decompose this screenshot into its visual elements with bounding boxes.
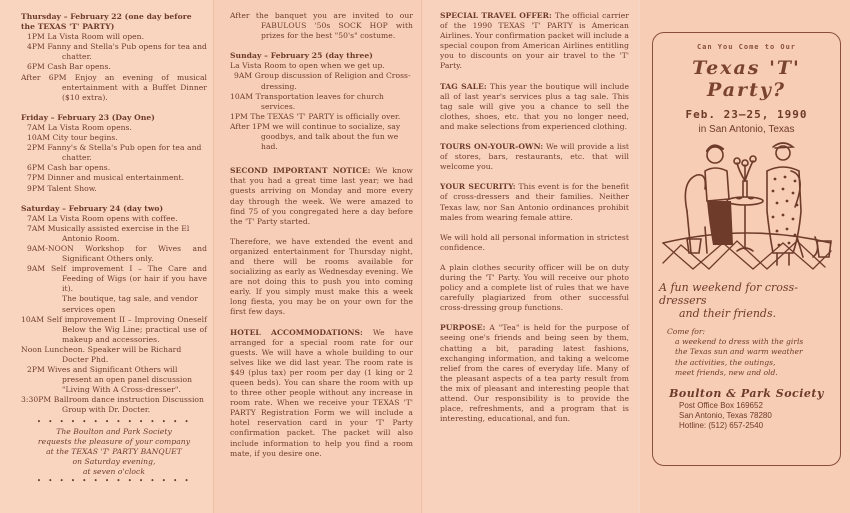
hotel-accommodations bbox=[230, 328, 413, 459]
privacy-text: We will hold all personal information in strictest confidence. bbox=[440, 232, 629, 252]
schedule-item: 10AM Self improvement II – Improving Oneself Below the Wig Line; practical use of makeup and accessories. bbox=[21, 314, 207, 344]
tours bbox=[440, 142, 629, 172]
banquet-line: at the TEXAS 'T' PARTY BANQUET bbox=[46, 446, 182, 456]
tagline-line-1: A fun weekend for cross-dressers bbox=[659, 281, 798, 307]
security-officer-text: A plain clothes security officer will be on duty during the 'T' Party. You will receive our photo policy and a complete list of rules that we have carefully plagiarized from other successful cross-dressing group functions. bbox=[440, 262, 629, 313]
schedule-item: 7AM Musically assisted exercise in the El Antonio Room. bbox=[27, 223, 190, 243]
saturday-heading: Saturday – February 24 (day two) bbox=[21, 203, 164, 213]
saturday-section bbox=[21, 204, 207, 416]
cover-question: Can You Come to Our bbox=[696, 43, 797, 51]
second-notice bbox=[230, 166, 413, 227]
panel-sunday-notices bbox=[213, 0, 421, 513]
panel-schedule-thu-sat bbox=[0, 0, 213, 513]
thursday-section bbox=[21, 12, 207, 103]
banquet-line: The Boulton and Park Society bbox=[56, 426, 172, 436]
tea-party-illustration bbox=[657, 141, 837, 273]
schedule-item: 1PM The TEXAS 'T' PARTY is officially over. bbox=[230, 111, 401, 121]
organization-name: Boulton & Park Society bbox=[669, 387, 824, 401]
address-line: San Antonio, Texas 78280 bbox=[679, 411, 772, 421]
schedule-item: 7PM Dinner and musical entertainment. bbox=[27, 173, 185, 183]
security bbox=[440, 182, 629, 222]
sunday-heading: Sunday – February 25 (day three) bbox=[230, 51, 373, 61]
banquet-line: at seven o'clock bbox=[82, 466, 146, 476]
organization-address bbox=[653, 401, 840, 432]
purpose bbox=[440, 323, 629, 424]
divider-dots: • • • • • • • • • • • • • • bbox=[36, 417, 192, 426]
come-for-item: meet friends, new and old. bbox=[675, 367, 778, 377]
schedule-item: 7AM La Vista Room opens. bbox=[27, 122, 132, 132]
schedule-item: 9PM Talent Show. bbox=[27, 183, 97, 193]
banquet-line: on Saturday evening, bbox=[72, 456, 156, 466]
schedule-item: 3:30PM Ballroom dance instruction Discussion Group with Dr. Docter. bbox=[21, 395, 204, 415]
come-for-label: Come for: bbox=[667, 327, 706, 336]
schedule-item: 4PM Fanny and Stella's Pub opens for tea and chatter. bbox=[27, 42, 207, 62]
tag-sale bbox=[440, 82, 629, 132]
notice-text: We know that you had a great time last year; we had guests arriving on Monday and more every day through the week. We were amazed to find 75 of you congregated here a day before the 'T' Party started. bbox=[230, 166, 413, 226]
sock-hop-text: After the banquet you are invited to our FABULOUS '50s SOCK HOP with prizes for the best "50's" costume. bbox=[230, 11, 413, 41]
travel-label: SPECIAL TRAVEL OFFER: bbox=[440, 11, 552, 20]
travel-offer bbox=[440, 11, 629, 72]
come-for-item: a weekend to dress with the girls bbox=[675, 337, 804, 347]
schedule-item: 6PM Cash Bar opens. bbox=[27, 62, 111, 72]
schedule-item: 7AM La Vista Room opens with coffee. bbox=[27, 213, 178, 223]
thursday-heading: Thursday – February 22 (one day before the TEXAS 'T' PARTY) bbox=[21, 12, 192, 32]
divider-dots: • • • • • • • • • • • • • • bbox=[36, 477, 192, 486]
hotline: Hotline: (512) 657-2540 bbox=[679, 421, 764, 431]
notice-label: SECOND IMPORTANT NOTICE: bbox=[230, 166, 371, 176]
schedule-item: After 6PM Enjoy an evening of musical entertainment with a Buffet Dinner ($10 extra). bbox=[21, 72, 207, 102]
security-text: This event is for the benefit of cross-dressers and their families. Neither Texas law, nor San Antonio ordinances prohibit males from wearing female attire. bbox=[440, 182, 629, 222]
schedule-item: 2PM Wives and Significant Others will present an open panel discussion "Living With A Cross-dresser". bbox=[27, 365, 193, 395]
schedule-item: 6PM Cash bar opens. bbox=[27, 163, 111, 173]
schedule-item: After 1PM we will continue to socialize, say goodbys, and talk about the fun we had. bbox=[230, 121, 401, 152]
schedule-item: 10AM Transportation leaves for church services. bbox=[230, 91, 384, 111]
panel-info bbox=[421, 0, 639, 513]
banquet-line: requests the pleasure of your company bbox=[37, 436, 191, 446]
tagline-line-2: and their friends. bbox=[679, 307, 777, 320]
schedule-item: 2PM Fanny's & Stella's Pub open for tea and chatter. bbox=[27, 143, 202, 163]
purpose-text: A "Tea" is held for the purpose of seeing one's friends and being seen by them, chatting a bit, parading latest fashions, exchanging information, and taking a welcome relief from the cares of everyday life. Many of the pleasant aspects of a tea party result from the mix of pleasant and interesting people that attend. Our responsibility is to provide the place, refreshments, and a program that is interesting, educational, and fun. bbox=[440, 323, 629, 424]
come-for-item: the activities, the outings, bbox=[675, 357, 776, 367]
security-label: YOUR SECURITY: bbox=[440, 182, 516, 192]
tag-sale-label: TAG SALE: bbox=[440, 81, 487, 91]
schedule-item: Noon Luncheon. Speaker will be Richard Docter Phd. bbox=[21, 344, 182, 364]
schedule-item: 9AM Group discussion of Religion and Cross-dressing. bbox=[234, 71, 411, 91]
hotel-label: HOTEL ACCOMMODATIONS: bbox=[230, 327, 363, 337]
extended-event-text: Therefore, we have extended the event and organized entertainment for Thursday night, and there will be rooms available for socializing as early as Wednesday evening. We are not doing this to push you into coming early. If you simply must make this a week long fiesta, you may be on your own for the first few days. bbox=[230, 236, 413, 317]
hotel-text: We have arranged for a special room rate for our guests. We will have a whole building to our selves like we did last year. The room rate is $49 (plus tax) per room per day (1 king or 2 queen beds). You can share the room with up to three other people without any increase in room rate. When we receive your TEXAS 'T' PARTY Registration Form we will include a hotel reservation card in your 'T' Party confirmation packet. The packet will also include information to help you find a room mate, if you desire one. bbox=[230, 327, 413, 458]
address-line: Post Office Box 169652 bbox=[679, 401, 763, 411]
sunday-section bbox=[230, 51, 413, 152]
cover-frame bbox=[652, 32, 841, 466]
come-for-list bbox=[653, 327, 840, 378]
tours-text: We will provide a list of stores, bars, restaurants, etc. that will welcome you. bbox=[440, 142, 629, 172]
tag-sale-text: This year the boutique will include all of last year's services plus a tag sale. This tag sale will give you a chance to sell the clothes, shoes, etc. that you no longer need, and make selections from experienced clothing. bbox=[440, 81, 630, 131]
friday-heading: Friday – February 23 (Day One) bbox=[21, 112, 155, 122]
schedule-item: 10AM City tour begins. bbox=[27, 133, 118, 143]
schedule-item: The boutique, tag sale, and vendor services open bbox=[62, 294, 198, 314]
panel-cover bbox=[639, 0, 850, 513]
schedule-item: 1PM La Vista Room will open. bbox=[27, 32, 145, 42]
schedule-item: 9AM Self improvement I – The Care and Feeding of Wigs (or hair if you have it). bbox=[27, 264, 207, 294]
tours-label: TOURS ON-YOUR-OWN: bbox=[440, 142, 544, 152]
travel-text: The official carrier of the 1990 TEXAS 'T' PARTY is American Airlines. Your confirmation packet will include a special coupon from American Airlines entitling you to discounts on your air travel to the 'T' Party. bbox=[440, 11, 630, 71]
schedule-item: La Vista Room to open when we get up. bbox=[230, 61, 385, 71]
purpose-label: PURPOSE: bbox=[440, 323, 486, 333]
cover-title: Texas 'T' Party? bbox=[692, 57, 801, 101]
cover-location: in San Antonio, Texas bbox=[698, 124, 795, 135]
schedule-item: 9AM-NOON Workshop for Wives and Significant Others only. bbox=[27, 243, 207, 264]
cover-dates: Feb. 23–25, 1990 bbox=[685, 108, 808, 121]
banquet-invitation bbox=[21, 427, 207, 477]
cover-tagline bbox=[653, 281, 840, 320]
friday-section bbox=[21, 113, 207, 194]
come-for-item: the Texas sun and warm weather bbox=[675, 347, 803, 357]
